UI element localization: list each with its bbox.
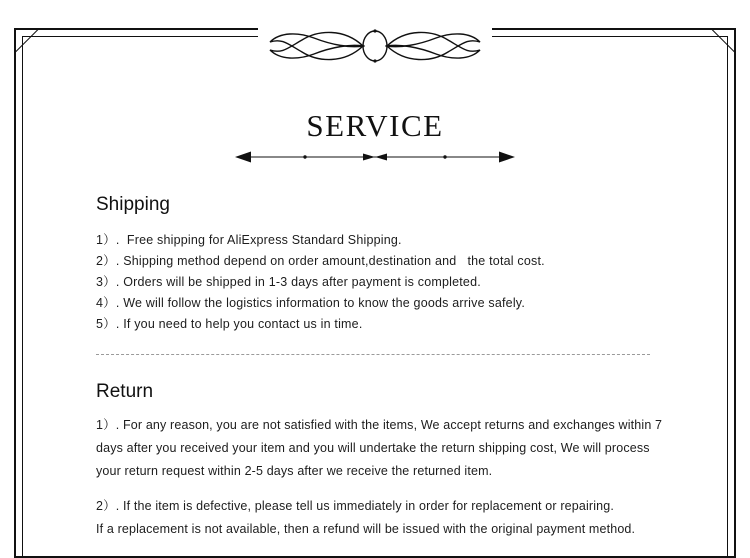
section-heading-shipping: Shipping: [96, 194, 170, 215]
title-divider-ornament: [235, 148, 515, 166]
return-paragraph-1: 1）. For any reason, you are not satisfied with the items, We accept returns and exchanges within 7 days after you received your item and you will undertake the return shipping cost, We will process your return request within 2-5 days after we receive the returned item.: [96, 418, 663, 478]
list-item: 2）. Shipping method depend on order amount,destination and the total cost.: [96, 254, 545, 268]
return-paragraph-2: [96, 495, 664, 541]
flourish-ornament-icon: [258, 20, 492, 72]
page-title: SERVICE: [306, 108, 444, 143]
corner-ornament-top-left: [14, 28, 40, 54]
list-item: 3）. Orders will be shipped in 1-3 days after payment is completed.: [96, 275, 481, 289]
section-divider: [96, 354, 650, 355]
section-heading-return: Return: [96, 381, 154, 402]
list-item: 5）. If you need to help you contact us in time.: [96, 317, 363, 331]
return-paragraph-2-line-2: If a replacement is not available, then a refund will be issued with the original payment method.: [96, 522, 636, 536]
return-paragraph-2-line-1: 2）. If the item is defective, please tell us immediately in order for replacement or repairing.: [96, 499, 614, 513]
corner-ornament-top-right: [710, 28, 736, 54]
shipping-list: [96, 230, 676, 335]
list-item: 1）. Free shipping for AliExpress Standard Shipping.: [96, 233, 402, 247]
list-item: 4）. We will follow the logistics information to know the goods arrive safely.: [96, 296, 526, 310]
